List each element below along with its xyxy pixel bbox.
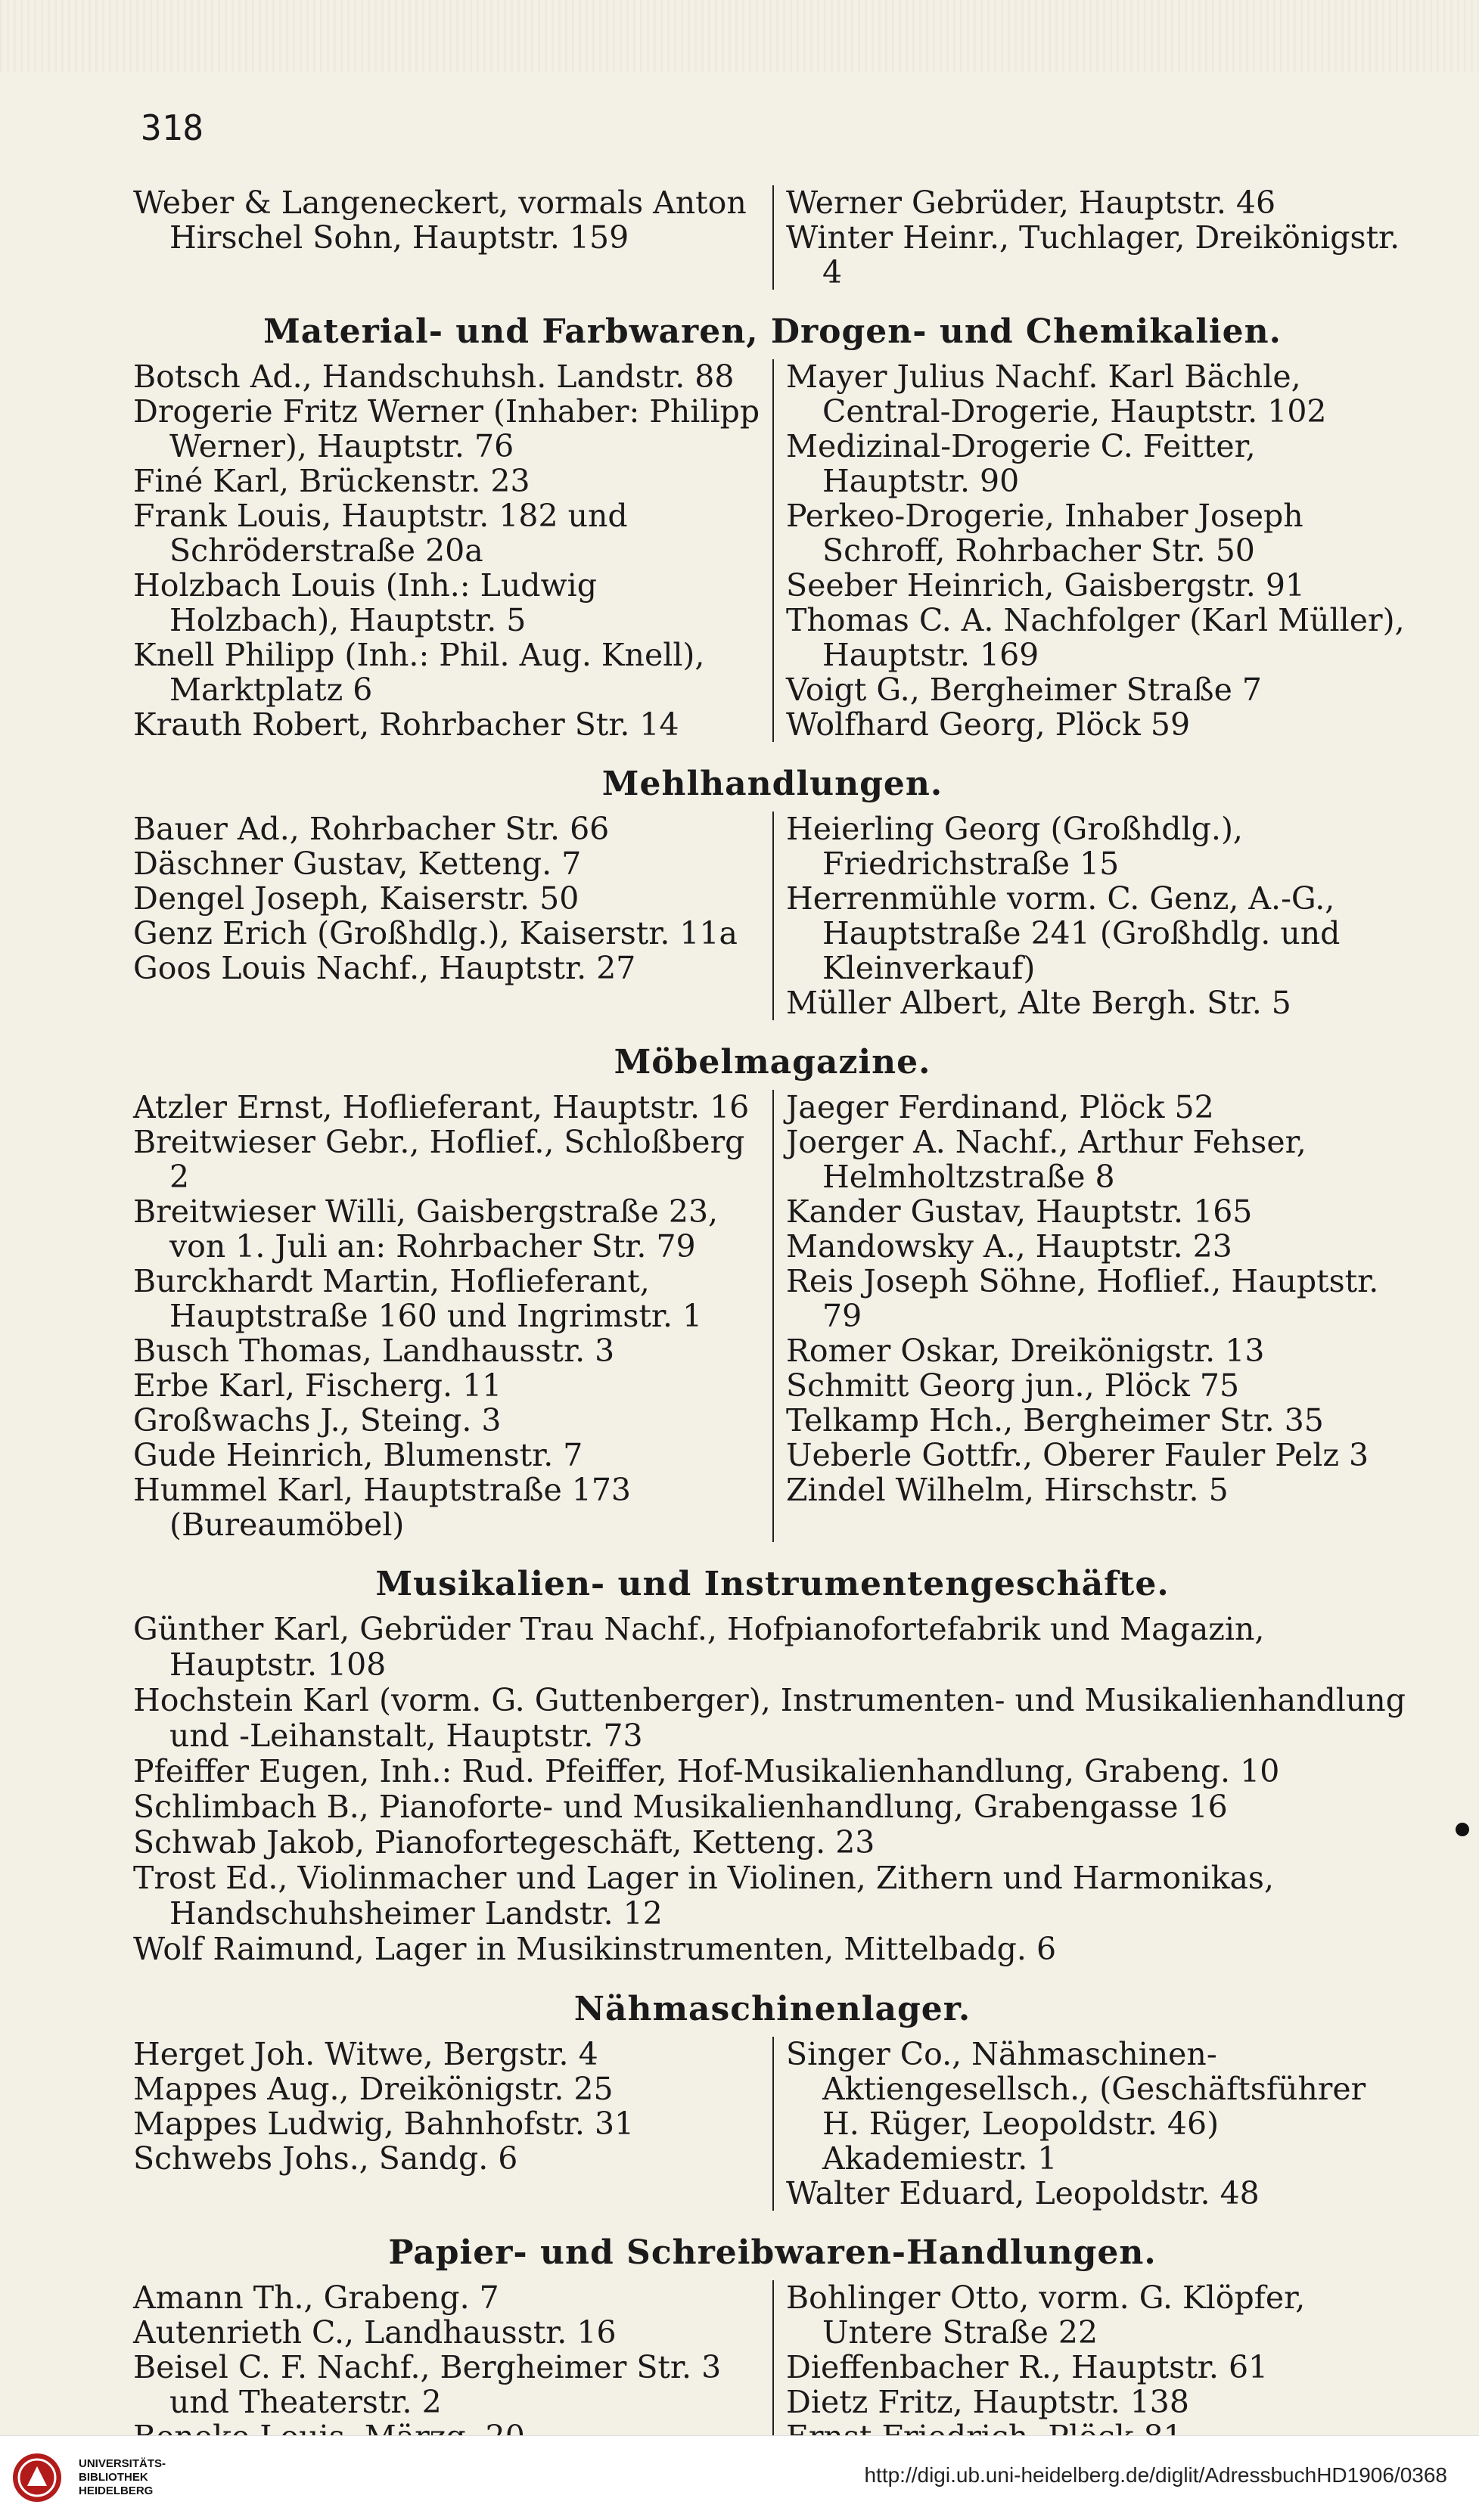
- directory-entry: Gude Heinrich, Blumenstr. 7: [133, 1437, 583, 1473]
- directory-section: [133, 1040, 1412, 1542]
- directory-entry: Breitwieser Willi, Gaisbergstraße 23, von 1. Juli an: Rohrbacher Str. 79: [133, 1193, 719, 1265]
- paper-right-column: [772, 2280, 1412, 2454]
- directory-entry: Finé Karl, Brückenstr. 23: [133, 463, 530, 499]
- section-paper: [133, 2230, 1412, 2454]
- footer-bar: [0, 2435, 1479, 2520]
- directory-entry: Perkeo-Drogerie, Inhaber Joseph Schroff, Rohrbacher Str. 50: [786, 498, 1303, 569]
- directory-entry: Autenrieth C., Landhausstr. 16: [133, 2314, 617, 2351]
- directory-entry: Großwachs J., Steing. 3: [133, 1402, 502, 1438]
- directory-entry: Breitwieser Gebr., Hoflief., Schloßberg 2: [133, 1124, 745, 1195]
- section-music: [133, 1562, 1412, 1967]
- left-column: [133, 359, 772, 742]
- directory-entry: Günther Karl, Gebrüder Trau Nachf., Hofpianofortefabrik und Magazin, Hauptstr. 108: [133, 1611, 1265, 1683]
- directory-entry: Hochstein Karl (vorm. G. Guttenberger), Instrumenten- und Musikalienhandlung und -Leihanstalt, Hauptstr. 73: [133, 1682, 1406, 1754]
- directory-entry: Atzler Ernst, Hoflieferant, Hauptstr. 16: [133, 1089, 750, 1125]
- directory-entry: Werner Gebrüder, Hauptstr. 46: [786, 185, 1276, 221]
- paper-left-column: [133, 2280, 772, 2454]
- directory-entry: Dengel Joseph, Kaiserstr. 50: [133, 880, 579, 917]
- section-heading: Möbelmagazine.: [614, 1043, 931, 1082]
- directory-entry: Mandowsky A., Hauptstr. 23: [786, 1228, 1232, 1265]
- top-right-column: [772, 185, 1412, 290]
- directory-entry: Schwab Jakob, Pianofortegeschäft, Ketteng. 23: [133, 1824, 875, 1861]
- directory-entry: Dietz Fritz, Hauptstr. 138: [786, 2384, 1189, 2420]
- library-name-line: UNIVERSITÄTS-: [79, 2457, 166, 2470]
- directory-entry: Schwebs Johs., Sandg. 6: [133, 2140, 518, 2177]
- directory-entry: Walter Eduard, Leopoldstr. 48: [786, 2175, 1260, 2211]
- directory-entry: Reis Joseph Söhne, Hoflief., Hauptstr. 79: [786, 1263, 1379, 1334]
- music-entries: [133, 1612, 1412, 1967]
- directory-entry: Mappes Ludwig, Bahnhofstr. 31: [133, 2106, 635, 2142]
- sewing-right-column: [772, 2037, 1412, 2211]
- directory-entry: Bohlinger Otto, vorm. G. Klöpfer, Untere Straße 22: [786, 2279, 1306, 2351]
- library-seal-icon: [11, 2451, 64, 2504]
- section-heading: Papier- und Schreibwaren-Handlungen.: [388, 2233, 1157, 2272]
- directory-entry: Knell Philipp (Inh.: Phil. Aug. Knell), Marktplatz 6: [133, 637, 705, 708]
- directory-entry: Genz Erich (Großhdlg.), Kaiserstr. 11a: [133, 915, 738, 951]
- directory-section: [133, 309, 1412, 742]
- top-entries: [133, 185, 1412, 290]
- directory-entry: Thomas C. A. Nachfolger (Karl Müller), Hauptstr. 169: [786, 602, 1405, 673]
- section-heading: Musikalien- und Instrumentengeschäfte.: [375, 1565, 1170, 1603]
- directory-entry: Weber & Langeneckert, vormals Anton Hirschel Sohn, Hauptstr. 159: [133, 185, 747, 256]
- directory-entry: Wolf Raimund, Lager in Musikinstrumenten, Mittelbadg. 6: [133, 1931, 1057, 1967]
- directory-entry: Telkamp Hch., Bergheimer Str. 35: [786, 1402, 1324, 1438]
- left-column: [133, 1090, 772, 1542]
- library-name-line: HEIDELBERG: [79, 2484, 154, 2497]
- directory-entry: Burckhardt Martin, Hoflieferant, Hauptstraße 160 und Ingrimstr. 1: [133, 1263, 703, 1334]
- directory-entry: Ueberle Gottfr., Oberer Fauler Pelz 3: [786, 1437, 1369, 1473]
- directory-entry: Müller Albert, Alte Bergh. Str. 5: [786, 985, 1291, 1021]
- right-column: [772, 1090, 1412, 1542]
- left-column: [133, 812, 772, 1020]
- directory-entry: Frank Louis, Hauptstr. 182 und Schröderstraße 20a: [133, 498, 628, 569]
- source-url-link[interactable]: http://digi.ub.uni-heidelberg.de/diglit/AdressbuchHD1906/0368: [864, 2463, 1447, 2487]
- section-sewing: [133, 1987, 1412, 2211]
- directory-entry: Amann Th., Grabeng. 7: [133, 2279, 499, 2316]
- directory-entry: Dieffenbacher R., Hauptstr. 61: [786, 2349, 1269, 2385]
- section-heading: Material- und Farbwaren, Drogen- und Chemikalien.: [263, 312, 1282, 351]
- directory-entry: Drogerie Fritz Werner (Inhaber: Philipp Werner), Hauptstr. 76: [133, 393, 760, 464]
- directory-entry: Zindel Wilhelm, Hirschstr. 5: [786, 1472, 1229, 1508]
- directory-entry: Krauth Robert, Rohrbacher Str. 14: [133, 706, 679, 743]
- directory-entry: Bauer Ad., Rohrbacher Str. 66: [133, 811, 610, 847]
- right-column: [772, 812, 1412, 1020]
- directory-entry: Mayer Julius Nachf. Karl Bächle, Central-Drogerie, Hauptstr. 102: [786, 358, 1327, 430]
- directory-entry: Singer Co., Nähmaschinen-Aktiengesellsch., (Geschäftsführer H. Rüger, Leopoldstr. 46) Akademiestr. 1: [786, 2036, 1366, 2177]
- directory-entry: Mappes Aug., Dreikönigstr. 25: [133, 2071, 614, 2107]
- directory-entry: Kander Gustav, Hauptstr. 165: [786, 1193, 1253, 1230]
- directory-entry: Jaeger Ferdinand, Plöck 52: [786, 1089, 1214, 1125]
- directory-entry: Däschner Gustav, Ketteng. 7: [133, 846, 582, 882]
- page-content: [133, 185, 1412, 2474]
- section-heading: Mehlhandlungen.: [601, 765, 943, 803]
- directory-entry: Trost Ed., Violinmacher und Lager in Violinen, Zithern und Harmonikas, Handschuhsheimer Landstr. 12: [133, 1860, 1274, 1932]
- directory-entry: Medizinal-Drogerie C. Feitter, Hauptstr. 90: [786, 428, 1256, 499]
- directory-entry: Voigt G., Bergheimer Straße 7: [786, 672, 1262, 708]
- directory-entry: Erbe Karl, Fischerg. 11: [133, 1367, 502, 1404]
- directory-entry: Schlimbach B., Pianoforte- und Musikalienhandlung, Grabengasse 16: [133, 1789, 1228, 1825]
- directory-section: [133, 762, 1412, 1020]
- directory-entry: Schmitt Georg jun., Plöck 75: [786, 1367, 1240, 1404]
- library-name-line: BIBLIOTHEK: [79, 2471, 148, 2484]
- sewing-left-column: [133, 2037, 772, 2211]
- directory-entry: Beisel C. F. Nachf., Bergheimer Str. 3 und Theaterstr. 2: [133, 2349, 722, 2420]
- top-left-column: [133, 185, 772, 290]
- directory-entry: Herrenmühle vorm. C. Genz, A.-G., Hauptstraße 241 (Großhdlg. und Kleinverkauf): [786, 880, 1341, 986]
- right-column: [772, 359, 1412, 742]
- library-name: [79, 2457, 166, 2498]
- page-number: 318: [141, 107, 204, 148]
- directory-entry: Seeber Heinrich, Gaisbergstr. 91: [786, 567, 1305, 604]
- scan-top-noise: [0, 0, 1479, 72]
- directory-entry: Pfeiffer Eugen, Inh.: Rud. Pfeiffer, Hof-Musikalienhandlung, Grabeng. 10: [133, 1753, 1280, 1789]
- directory-sections: [133, 309, 1412, 1542]
- directory-entry: Busch Thomas, Landhausstr. 3: [133, 1333, 615, 1369]
- directory-entry: Herget Joh. Witwe, Bergstr. 4: [133, 2036, 598, 2072]
- directory-entry: Wolfhard Georg, Plöck 59: [786, 706, 1191, 743]
- directory-entry: Holzbach Louis (Inh.: Ludwig Holzbach), Hauptstr. 5: [133, 567, 597, 638]
- directory-entry: Winter Heinr., Tuchlager, Dreikönigstr. 4: [786, 219, 1400, 290]
- directory-entry: Goos Louis Nachf., Hauptstr. 27: [133, 950, 636, 986]
- directory-entry: Joerger A. Nachf., Arthur Fehser, Helmholtzstraße 8: [786, 1124, 1307, 1195]
- directory-entry: Botsch Ad., Handschuhsh. Landstr. 88: [133, 358, 735, 395]
- section-heading: Nähmaschinenlager.: [573, 1990, 971, 2028]
- directory-entry: Hummel Karl, Hauptstraße 173 (Bureaumöbel): [133, 1472, 632, 1543]
- directory-entry: Romer Oskar, Dreikönigstr. 13: [786, 1333, 1265, 1369]
- directory-entry: Heierling Georg (Großhdlg.), Friedrichstraße 15: [786, 811, 1243, 882]
- ink-dot: [1456, 1823, 1469, 1836]
